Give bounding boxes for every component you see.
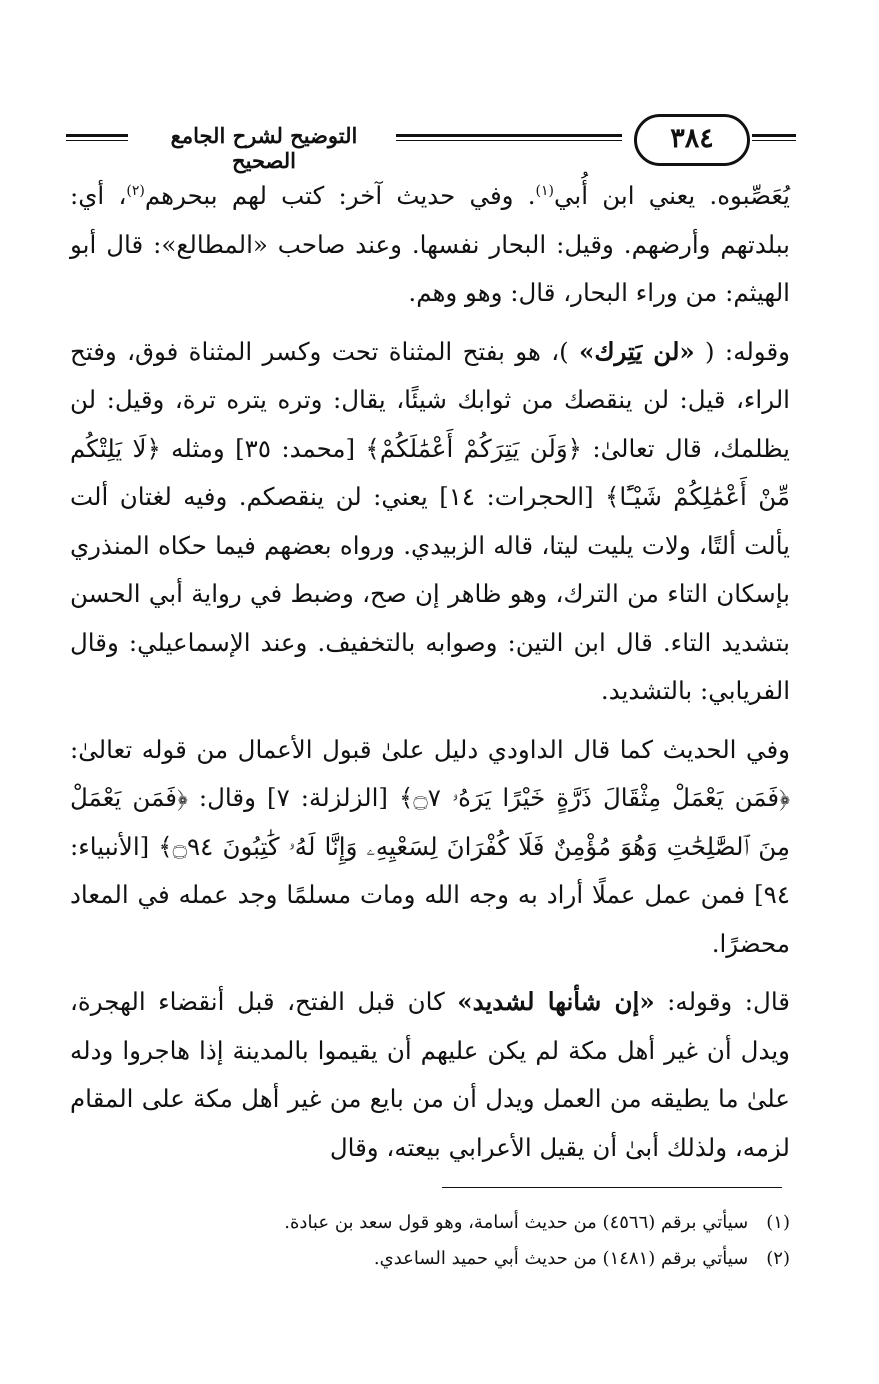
- footnote-number: (١): [766, 1212, 790, 1233]
- text-run: وقوله: (: [694, 336, 790, 366]
- footnote-separator: [442, 1187, 782, 1188]
- paragraph-3: [70, 726, 790, 969]
- header-rule-right: [752, 134, 796, 141]
- footnote-ref-2: (٢): [126, 182, 145, 199]
- header-rule-middle: [396, 134, 622, 141]
- text-run: )، هو بفتح المثناة تحت وكسر المثناة فوق، وفتح الراء، قيل: لن ينقصك من ثوابك شيئًا، يقال: وتره يتره ترة، وقيل: لن يظلمك، قال تعالىٰ: ﴿وَلَن يَتِرَكُمْ أَعْمَٰلَكُمْ﴾ [محمد: ٣٥] ومثله ﴿لَا يَلِتْكُم مِّنْ أَعْمَٰلِكُمْ شَيْـًٔا﴾ [الحجرات: ١٤] يعني: لن ينقصكم. وفيه لغتان ألت يألت ألتًا، ولات يليت ليتا، قاله الزبيدي. ورواه بعضهم فيما حكاه المنذري بإسكان التاء من الترك، وهو ظاهر إن صح، وضبط في رواية أبي الحسن بتشديد التاء. قال ابن التين: وصوابه بالتخفيف. وعند الإسماعيلي: وقال الفريابي: بالتشديد.: [70, 336, 791, 705]
- text-run: . وفي حديث آخر: كتب لهم ببحرهم: [144, 181, 536, 210]
- text-run: كان قبل الفتح، قبل أنقضاء الهجرة، ويدل أن غير أهل مكة لم يكن عليهم أن يقيموا بالمدينة إذا هاجروا ودله علىٰ ما يطيقه من العمل ويدل أن من بايع من غير أهل مكة على المقام لزمه، ولذلك أبىٰ أن يقيل الأعرابي بيعته، وقال: [70, 987, 790, 1162]
- paragraph-2: [70, 328, 790, 716]
- quoted-term: «لن يَتِرك»: [579, 336, 695, 366]
- footnote-text: سيأتي برقم (١٤٨١) من حديث أبي حميد الساعدي.: [373, 1248, 749, 1269]
- footnote-ref-1: (١): [535, 182, 554, 199]
- footnote-1: [90, 1205, 790, 1241]
- text-run: قال: وقوله:: [654, 987, 790, 1016]
- header-rule-left: [66, 134, 128, 141]
- footnote-number: (٢): [766, 1248, 790, 1269]
- text-run: وفي الحديث كما قال الداودي دليل علىٰ قبول الأعمال من قوله تعالىٰ: ﴿فَمَن يَعْمَلْ مِثْقَالَ ذَرَّةٍ خَيْرًا يَرَهُۥ ۝٧﴾ [الزلزلة: ٧] وقال: ﴿فَمَن يَعْمَلْ مِنَ ٱلصَّٰلِحَٰتِ وَهُوَ مُؤْمِنٌ فَلَا كُفْرَانَ لِسَعْيِهِۦ وَإِنَّا لَهُۥ كَٰتِبُونَ ۝٩٤﴾ [الأنبياء: ٩٤] فمن عمل عملًا أراد به وجه الله ومات مسلمًا وجد عمله في المعاد محضرًا.: [70, 734, 790, 958]
- footnote-2: [90, 1241, 790, 1277]
- footnote-text: سيأتي برقم (٤٥٦٦) من حديث أسامة، وهو قول سعد بن عبادة.: [284, 1212, 749, 1233]
- page-number: ٣٨٤: [634, 114, 750, 166]
- main-text: [70, 172, 790, 1182]
- quoted-term: «إن شأنها لشديد»: [457, 987, 655, 1016]
- paragraph-1: [70, 172, 790, 318]
- running-title: التوضيح لشرح الجامع الصحيح: [170, 123, 358, 173]
- paragraph-4: [70, 978, 790, 1172]
- text-run: ، أي: ببلدتهم وأرضهم. وقيل: البحار نفسها. وعند صاحب «المطالع»: قال أبو الهيثم: من وراء البحار، قال: وهو وهم.: [70, 181, 790, 307]
- text-run: يُعَصِّبوه. يعني ابن أُبي: [553, 181, 790, 210]
- page-header: [66, 112, 796, 173]
- footnotes: [90, 1205, 790, 1277]
